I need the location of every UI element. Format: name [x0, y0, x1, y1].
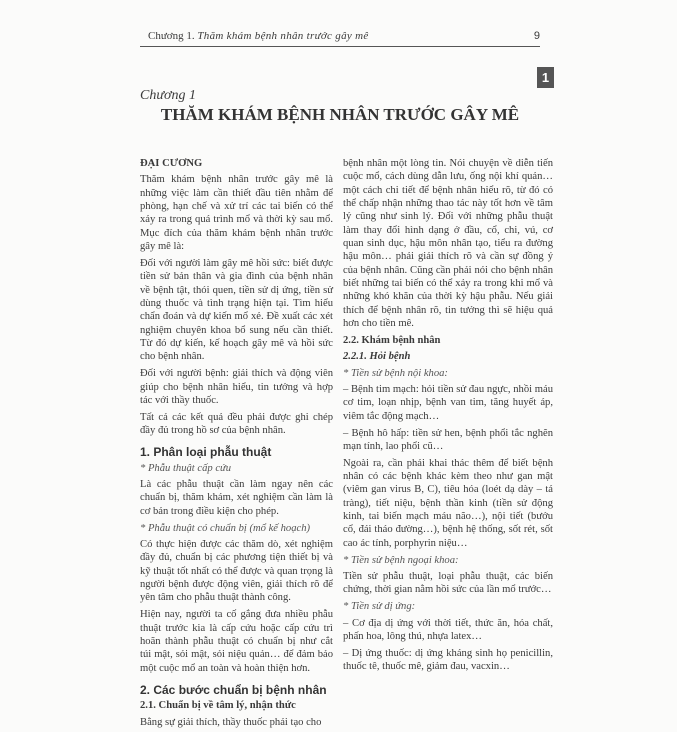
section-heading: 1. Phân loại phẫu thuật: [140, 445, 272, 460]
subsection-heading: 2.1. Chuẩn bị về tâm lý, nhận thức: [140, 700, 296, 712]
italic-subheading: * Tiền sử bệnh nội khoa:: [343, 367, 448, 379]
paragraph: – Cơ địa dị ứng với thời tiết, thức ăn, hóa chất, phấn hoa, lông thú, nhựa latex…: [343, 617, 553, 642]
running-header-chapter: [148, 30, 369, 42]
header-chapter-title: Thăm khám bệnh nhân trước gây mê: [197, 30, 369, 42]
paragraph: Đối với người làm gây mê hồi sức: biết được tiền sử bản thân và gia đình của bệnh nhân về bệnh tật, thói quen, tiền sử dị ứng, tiền sử dùng thuốc và tình trạng hiện tại. Tìm hiểu chẩn đoán và dự kiến mổ xẻ. Đề xuất các xét nghiệm chuyên khoa bổ sung nếu cần thiết. Từ đó dự kiến, kế hoạch gây mê và hồi sức cho bệnh nhân.: [140, 257, 333, 363]
subsubsection-heading: 2.2.1. Hỏi bệnh: [343, 351, 411, 363]
chapter-thumb-tab: 1: [537, 67, 554, 88]
paragraph: – Bệnh hô hấp: tiền sử hen, bệnh phổi tắc nghẽn mạn tính, lao phổi cũ…: [343, 427, 553, 452]
paragraph: Đối với người bệnh: giải thích và động viên giúp cho bệnh nhân hiểu, tin tưởng và hợp tác với thầy thuốc.: [140, 368, 333, 406]
paragraph: Có thực hiện được các thăm dò, xét nghiệm đầy đủ, chuẩn bị các phương tiện thiết bị và kỹ thuật tốt nhất có thể được và quan trọng là người bệnh được động viên, giải thích rõ để yên tâm cho phẫu thuật thành công.: [140, 538, 333, 604]
right-column: [343, 157, 553, 677]
paragraph: – Dị ứng thuốc: dị ứng kháng sinh họ penicillin, thuốc tê, thuốc mê, giảm đau, vacxin…: [343, 647, 553, 673]
paragraph: Tất cả các kết quả đều phải được ghi chép đầy đủ trong hồ sơ của bệnh nhân.: [140, 411, 333, 437]
chapter-title: THĂM KHÁM BỆNH NHÂN TRƯỚC GÂY MÊ: [160, 105, 520, 124]
left-column: [140, 157, 333, 732]
subsection-heading: 2.2. Khám bệnh nhân: [343, 334, 441, 346]
header-chapter-prefix: Chương 1.: [148, 30, 195, 42]
chapter-label: Chương 1: [140, 88, 196, 103]
paragraph: Hiện nay, người ta cố gắng đưa nhiều phẫu thuật trước kia là cấp cứu hoặc cấp cứu trì hoãn thành phẫu thuật có chuẩn bị như cắt túi mật, sỏi mật, sỏi niệu quản… để đảm bảo một cuộc mổ an toàn và hoàn thiện hơn.: [140, 609, 333, 674]
section-heading: 2. Các bước chuẩn bị bệnh nhân: [140, 682, 327, 697]
running-header: [140, 28, 540, 47]
italic-subheading: * Tiền sử dị ứng:: [343, 601, 416, 613]
paragraph: Tiền sử phẫu thuật, loại phẫu thuật, các biến chứng, thời gian nằm hồi sức của lần mổ trước…: [343, 570, 553, 596]
paragraph: Là các phẫu thuật cần làm ngay nên các chuẩn bị, thăm khám, xét nghiệm cần làm là cơ bản trong điều kiện cho phép.: [140, 479, 333, 517]
paragraph: Ngoài ra, cần phải khai thác thêm để biết bệnh nhân có các bệnh khác kèm theo như gan mật (viêm gan virus B, C), tiêu hóa (loét dạ dày – tá tràng), tiết niệu, bệnh thần kinh (tiền sử động kinh, tai biến mạch máu não…), nội tiết (bướu cổ, đái tháo đường…), bệnh hệ thống, sốt rét, sốt cao ác tính, porphyrin niệu…: [343, 457, 553, 549]
italic-subheading: * Phẫu thuật cấp cứu: [140, 462, 232, 474]
paragraph: Bằng sự giải thích, thầy thuốc phải tạo cho: [140, 716, 322, 728]
italic-subheading: * Tiền sử bệnh ngoại khoa:: [343, 554, 459, 566]
paragraph: – Bệnh tim mạch: hỏi tiền sử đau ngực, nhồi máu cơ tim, loạn nhịp, bệnh van tim, tăng huyết áp, viêm tắc động mạch…: [343, 384, 553, 422]
section-heading: ĐẠI CƯƠNG: [140, 158, 203, 169]
paragraph: bệnh nhân một lòng tin. Nói chuyện về diễn tiến cuộc mổ, cách dùng dẫn lưu, ống nội khí quản… một cách chi tiết để bệnh nhân hiểu rõ, từ đó có thể chấp nhận những thao tác này tốt hơn về tâm lý cũng như sinh lý. Đối với những phẫu thuật làm thay đổi hình dạng ở đầu, cổ, chi, vú, cơ quan sinh dục, hậu môn nhân tạo, tiểu ra đường hậu môn… phải giải thích rõ và cần sự đồng ý của bệnh nhân. Cũng cần phải nói cho bệnh nhân biết những tai biến có thể xảy ra trong khi mổ và những khó khăn của thời kỳ hậu phẫu. Nếu giải thích để bệnh nhân rõ, tin tưởng thì sẽ hiệu quả hơn cho tiền mê.: [343, 158, 553, 330]
paragraph: Thăm khám bệnh nhân trước gây mê là những việc làm cần thiết đầu tiên nhằm để phòng, hạn chế và xử trí các tai biến có thể xảy ra trong quá trình mổ và thời kỳ sau mổ. Mục đích của thăm khám bệnh nhân trước gây mê là:: [140, 174, 333, 253]
italic-subheading: * Phẫu thuật có chuẩn bị (mổ kế hoạch): [140, 522, 311, 534]
page-number: 9: [533, 30, 540, 42]
